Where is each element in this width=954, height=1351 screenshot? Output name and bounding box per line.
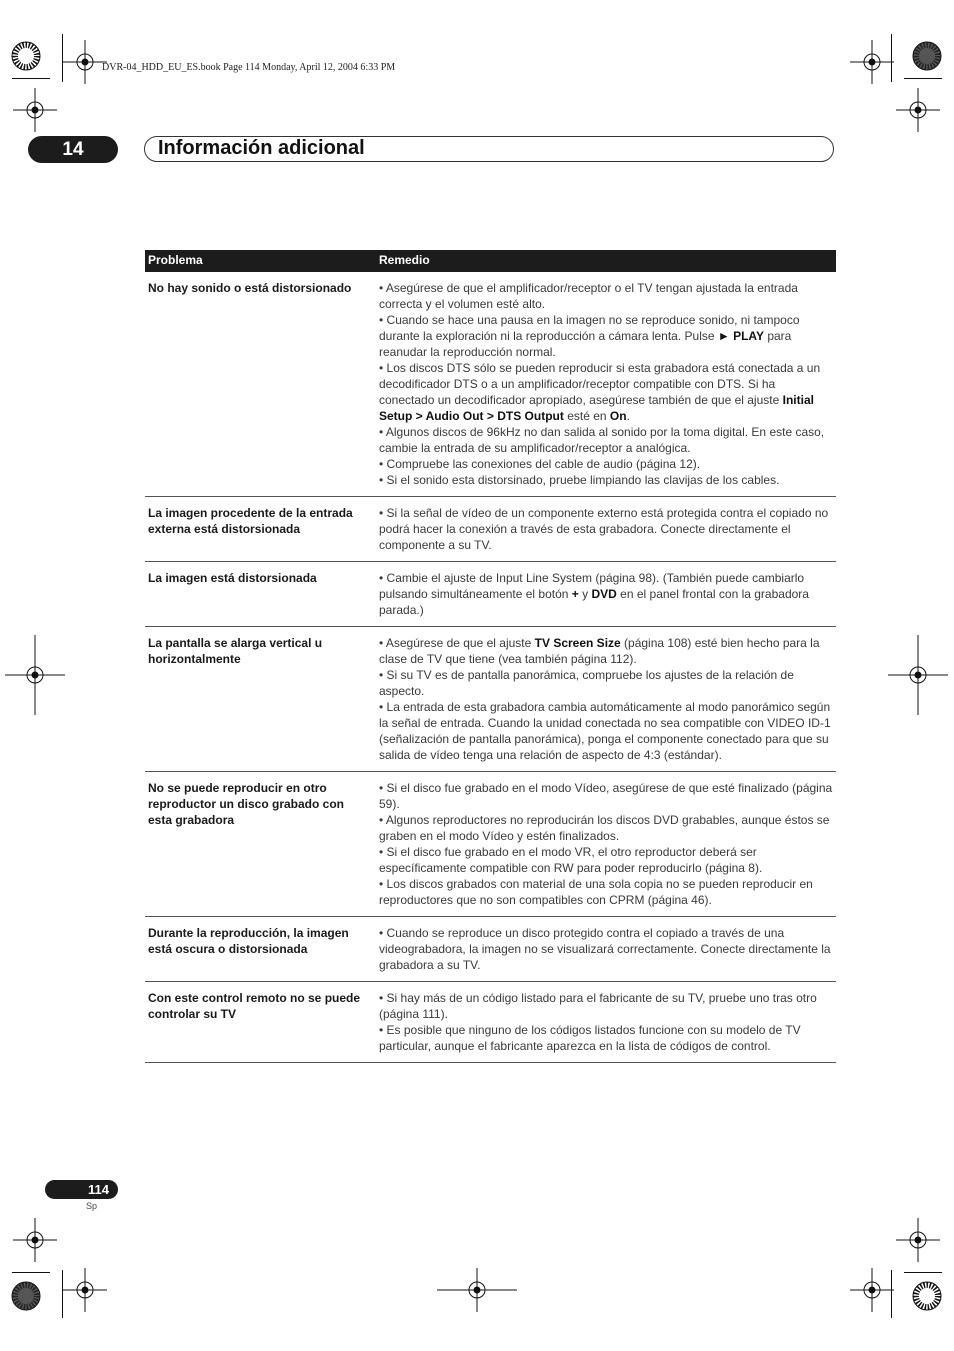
remedy-bullet <box>379 667 833 699</box>
remedy-cell <box>376 627 836 772</box>
remedy-cell <box>376 772 836 917</box>
remedy-bullet <box>379 570 833 618</box>
remedy-cell <box>376 562 836 627</box>
remedy-bullet <box>379 812 833 844</box>
remedy-text: • Asegúrese de que el ajuste <box>379 636 535 650</box>
remedy-emphasis: DVD <box>591 587 617 601</box>
remedy-bullet <box>379 312 833 360</box>
remedy-text: y <box>578 587 592 601</box>
remedy-bullet <box>379 472 833 488</box>
remedy-text: • Cuando se hace una pausa en la imagen no se reproduce sonido, ni tampoco durante la exploración ni la reproducción a cámara lenta. Pulse <box>379 313 800 343</box>
remedy-emphasis: TV Screen Size <box>534 636 621 650</box>
table-row <box>145 982 836 1063</box>
remedy-bullet <box>379 424 833 456</box>
remedy-text: • La entrada de esta grabadora cambia automáticamente al modo panorámico según la señal de entrada. Cuando la unidad conectada no sea compatible con VIDEO ID-1 (señalización de pantalla panorámica), ponga el componente conectado para que su salida de vídeo tenga una relación de aspecto de 4:3 (estándar). <box>379 700 831 762</box>
table-row <box>145 562 836 627</box>
table-row <box>145 772 836 917</box>
remedy-text: • Si el sonido esta distorsinado, pruebe limpiando las clavijas de los cables. <box>379 473 780 487</box>
chapter-number-badge: 14 <box>28 136 118 163</box>
table-row <box>145 917 836 982</box>
remedy-cell <box>376 272 836 497</box>
remedy-text: • Compruebe las conexiones del cable de audio (página 12). <box>379 457 701 471</box>
remedy-cell <box>376 982 836 1063</box>
remedy-text: (página 108) esté bien hecho para la clase de TV que tiene (vea también página 112). <box>379 636 820 666</box>
remedy-text: • Cuando se reproduce un disco protegido contra el copiado a través de una videograbadora, la imagen no se visualizará correctamente. Conecte directamente la grabadora a su TV. <box>379 926 831 972</box>
remedy-cell <box>376 497 836 562</box>
remedy-bullet <box>379 844 833 876</box>
remedy-text: • Cambie el ajuste de Input Line System (página 98). (También puede cambiarlo pulsando simultáneamente el botón <box>379 571 805 601</box>
remedy-bullet <box>379 990 833 1022</box>
remedy-text: esté en <box>563 409 610 423</box>
remedy-text: para reanudar la reproducción normal. <box>379 329 792 359</box>
page-number-badge: 114 <box>45 1180 118 1199</box>
remedy-bullet <box>379 925 833 973</box>
table-header-row <box>145 250 836 272</box>
remedy-emphasis: + <box>571 587 579 601</box>
book-header: DVR-04_HDD_EU_ES.book Page 114 Monday, April 12, 2004 6:33 PM <box>102 62 396 73</box>
remedy-text: • Los discos DTS sólo se pueden reproducir si esta grabadora está conectada a un decodificador DTS o a un amplificador/receptor compatible con DTS. Si ha conectado un decodificador apropiado, asegúrese también de que el ajuste <box>379 361 821 407</box>
table-row <box>145 627 836 772</box>
remedy-bullet <box>379 505 833 553</box>
remedy-bullet <box>379 456 833 472</box>
problem-cell: No hay sonido o está distorsionado <box>145 272 376 497</box>
remedy-text: • Es posible que ninguno de los códigos listados funcione con su modelo de TV particular, aunque el fabricante aparezca en la lista de códigos de control. <box>379 1023 801 1053</box>
remedy-text: • Los discos grabados con material de una sola copia no se pueden reproducir en reproductores que no son compatibles con CPRM (página 46). <box>379 877 813 907</box>
remedy-bullet <box>379 1022 833 1054</box>
remedy-text: • Algunos reproductores no reproducirán los discos DVD grabables, aunque éstos se graben en el modo Vídeo y estén finalizados. <box>379 813 830 843</box>
column-header-problem: Problema <box>145 250 376 272</box>
remedy-text: • Si la señal de vídeo de un componente externo está protegida contra el copiado no podrá hacer la conexión a través de esta grabadora. Conecte directamente el componente a su TV. <box>379 506 829 552</box>
problem-cell: La imagen está distorsionada <box>145 562 376 627</box>
page-language-code: Sp <box>86 1201 98 1211</box>
remedy-emphasis: Initial Setup > Audio Out > DTS Output <box>379 393 814 423</box>
remedy-emphasis: ► PLAY <box>717 329 764 343</box>
problem-cell: No se puede reproducir en otro reproductor un disco grabado con esta grabadora <box>145 772 376 917</box>
remedy-emphasis: On <box>609 409 627 423</box>
remedy-text: • Algunos discos de 96kHz no dan salida al sonido por la toma digital. En este caso, cambie la entrada de su amplificador/receptor a analógica. <box>379 425 825 455</box>
remedy-text: • Si el disco fue grabado en el modo Vídeo, asegúrese de que esté finalizado (página 59). <box>379 781 833 811</box>
remedy-text: • Si hay más de un código listado para el fabricante de su TV, pruebe uno tras otro (página 111). <box>379 991 817 1021</box>
remedy-text: . <box>626 409 630 423</box>
problem-cell: Durante la reproducción, la imagen está oscura o distorsionada <box>145 917 376 982</box>
problem-cell: La pantalla se alarga vertical u horizontalmente <box>145 627 376 772</box>
column-header-remedy: Remedio <box>376 250 836 272</box>
remedy-cell <box>376 917 836 982</box>
table-body <box>145 272 836 1063</box>
remedy-bullet <box>379 699 833 763</box>
chapter-title: Información adicional <box>158 137 365 159</box>
remedy-text: • Si su TV es de pantalla panorámica, compruebe los ajustes de la relación de aspecto. <box>379 668 794 698</box>
remedy-text: en el panel frontal con la grabadora parada.) <box>379 587 809 617</box>
problem-cell: Con este control remoto no se puede controlar su TV <box>145 982 376 1063</box>
troubleshooting-table <box>145 250 836 1063</box>
problem-cell: La imagen procedente de la entrada externa está distorsionada <box>145 497 376 562</box>
table-row <box>145 272 836 497</box>
remedy-bullet <box>379 876 833 908</box>
remedy-bullet <box>379 360 833 424</box>
remedy-bullet <box>379 280 833 312</box>
remedy-bullet <box>379 780 833 812</box>
remedy-bullet <box>379 635 833 667</box>
remedy-text: • Asegúrese de que el amplificador/receptor o el TV tengan ajustada la entrada correcta y el volumen esté alto. <box>379 281 798 311</box>
remedy-text: • Si el disco fue grabado en el modo VR, el otro reproductor deberá ser específicamente compatible con RW para poder reproducirlo (página 8). <box>379 845 763 875</box>
table-row <box>145 497 836 562</box>
